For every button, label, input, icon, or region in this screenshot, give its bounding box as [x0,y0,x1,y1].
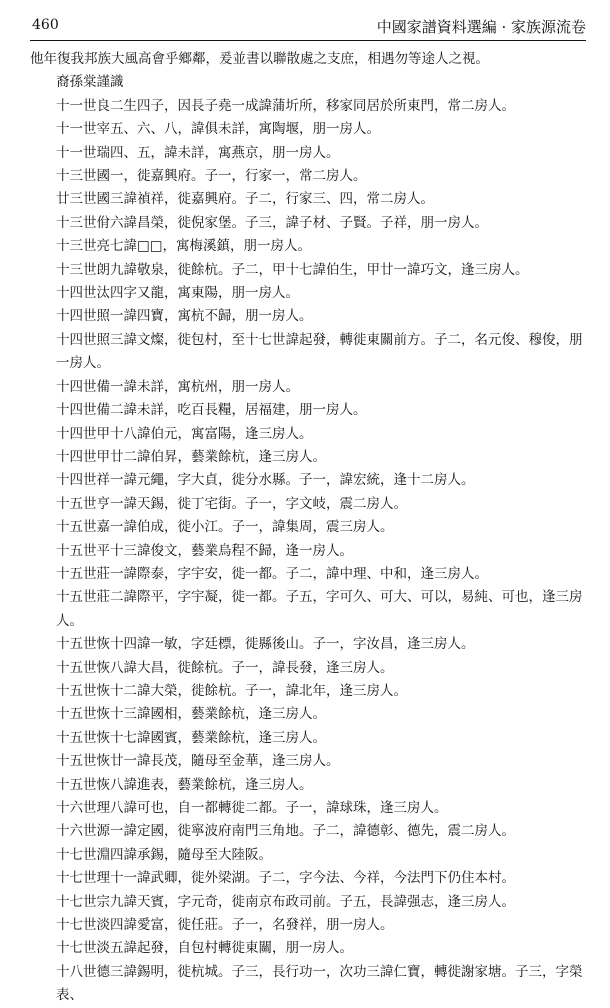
genealogy-entry: 十七世淡五諱起發，自包村轉徙東關，朋一房人。 [56,940,353,957]
genealogy-entry: 十五世恢十三諱國相，藝業餘杭，逢三房人。 [56,706,326,723]
signature-line: 裔孫棠謹識 [56,74,124,91]
genealogy-entry: 十三世朗九諱敬泉，徙餘杭。子二，甲十七諱伯生，甲廿一諱巧文，逢三房人。 [56,261,529,278]
genealogy-entry: 十四世照三諱文燦，徙包村，至十七世諱起發，轉徙東關前方。子二，名元俊、穆俊，朋一房人。 [56,331,583,372]
genealogy-entry: 十五世嘉一諱伯成，徙小江。子一，諱集周，震三房人。 [56,519,394,536]
genealogy-entry: 十一世良二生四子，因長子堯一成諱蒲圻所，移家同居於所東門，常二房人。 [56,97,515,114]
genealogy-entry-list [30,95,590,1008]
genealogy-entry: 十四世備一諱未詳，寓杭州，朋一房人。 [56,378,299,395]
genealogy-entry: 十七世淵四諱承錫，隨母至大陸阪。 [56,846,272,863]
genealogy-entry: 十四世照一諱四寶，寓杭不歸，朋一房人。 [56,308,313,325]
genealogy-entry: 十五世莊二諱際平，字宇凝，徙一都。子五，字可久、可大、可以，易純、可也，逢三房人。 [56,589,583,629]
genealogy-entry: 十六世源一諱定國，徙寧波府南門三角地。子二，諱德彰、德先，震二房人。 [56,823,515,840]
genealogy-entry: 十五世恢八諱大昌，徙餘杭。子一，諱長發，逢三房人。 [56,659,394,676]
page-number: 460 [32,17,59,33]
genealogy-entry: 十三世亮七諱□□，寓梅溪鎮，朋一房人。 [56,238,312,255]
genealogy-entry: 十四世甲十八諱伯元，寓富陽，逢三房人。 [56,425,313,442]
genealogy-entry: 十七世理十一諱武卿，徙外梁湖。子二，字今法、今祥，今法門下仍住本村。 [56,870,515,887]
genealogy-entry: 十五世恢八諱進表，藝業餘杭，逢三房人。 [56,776,313,793]
genealogy-entry: 十四世汰四字又龍，寓東陽，朋一房人。 [56,285,299,302]
genealogy-entry: 十五世恢十二諱大榮，徙餘杭。子一，諱北年，逢三房人。 [56,682,407,699]
genealogy-entry: 十四世甲廿二諱伯昇，藝業餘杭，逢三房人。 [56,448,326,465]
genealogy-entry: 十六世理八諱可也，自一都轉徙二都。子一，諱球珠，逢三房人。 [56,800,448,816]
genealogy-entry: 十四世祥一諱元繩，字大貞，徙分水縣。子一，諱宏統，逢十二房人。 [56,472,475,489]
genealogy-entry: 十五世恢十七諱國賓，藝業餘杭，逢三房人。 [56,729,326,746]
genealogy-entry: 十五世莊一諱際泰，字宇安，徙一都。子二，諱中理、中和，逢三房人。 [56,565,488,582]
genealogy-entry: 十五世亨一諱天錫，徙丁宅街。子一，字文岐，震二房人。 [56,495,407,512]
genealogy-entry: 十八世德三諱錫明，徙杭城。子三，長行功一，次功三諱仁寶，轉徙謝家塘。子三，字榮表、 [56,963,583,1004]
genealogy-entry: 十七世淡四諱愛富，徙任莊。子一，名發祥，朋一房人。 [56,917,394,934]
intro-paragraph: 他年復我邦族大風高會乎鄉鄰，爰並書以聯散處之支庶，相遇勿等途人之視。 [30,51,489,67]
genealogy-entry: 十一世瑞四、五，諱未詳，寓燕京，朋一房人。 [56,144,340,161]
genealogy-entry: 十五世平十三諱俊文，藝業烏程不歸，逢一房人。 [56,542,353,559]
genealogy-entry: 十五世恢十四諱一敏，字廷標，徙縣後山。子一，字汝昌，逢三房人。 [56,636,475,653]
genealogy-entry: 十三世佾六諱昌榮，徙倪家堡。子三，諱子材、子賢。子祥，朋一房人。 [56,214,488,231]
running-title: 中國家譜資料選編 · 家族源流卷 [376,18,586,36]
genealogy-entry: 十五世恢廿一諱長茂，隨母至金華，逢三房人。 [56,753,340,770]
genealogy-entry: 十一世宰五、六、八，諱俱未詳，寓陶堰，朋一房人。 [56,121,380,138]
genealogy-entry: 廿三世國三諱禎祥，徙嘉興府。子二，行家三、四，常二房人。 [56,191,434,208]
page-header [30,16,586,41]
genealogy-entry: 十七世宗九諱天賓，字元奇，徙南京布政司前。子五，長諱强志，逢三房人。 [56,893,515,910]
genealogy-entry: 十三世國一，徙嘉興府。子一，行家一，常二房人。 [56,168,367,185]
genealogy-entry: 十四世備二諱未詳，吃百長糧，居福建，朋一房人。 [56,402,367,419]
body-text [30,48,590,1008]
